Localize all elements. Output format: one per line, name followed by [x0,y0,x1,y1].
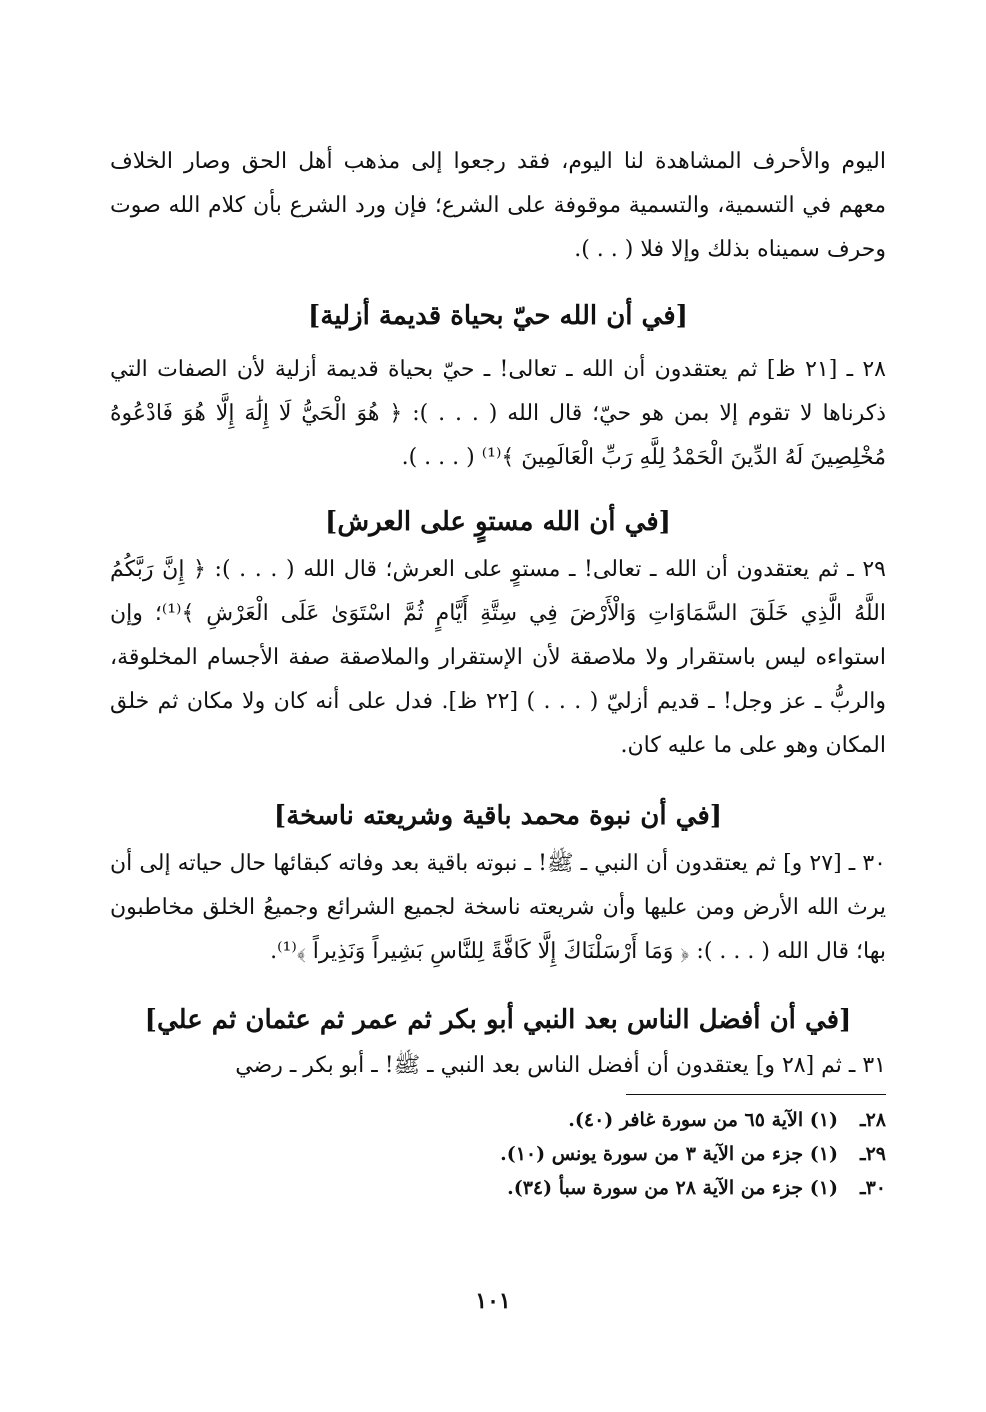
footnote-number: ٢٩ـ [860,1143,886,1165]
paragraph-31: ٣١ ـ ثم [٢٨ و] يعتقدون أن أفضل الناس بعد النبي ـ ﷺ! ـ أبو بكر ـ رضي [235,1053,886,1078]
footnote-item [110,1171,886,1205]
footnote-item [110,1103,886,1137]
paragraph-29: ٢٩ ـ ثم يعتقدون أن الله ـ تعالى! ـ مستوٍ على العرش؛ قال الله ( . . . ): ﴿ إِنَّ رَبَّكُمُ اللَّهُ الَّذِي خَلَقَ السَّمَاوَاتِ وَالْأَرْضَ فِي سِتَّةِ أَيَّامٍ ثُمَّ اسْتَوَىٰ عَلَى الْعَرْشِ ﴾⁽¹⁾؛ وإن استواءه ليس باستقرار ولا ملاصقة لأن الإستقرار والملاصقة صفة الأجسام المخلوقة، والربُّ ـ عز وجل! ـ قديم أزليّ ( . . . ) [٢٢ ظ]. فدل على أنه كان ولا مكان ثم خلق المكان وهو على ما عليه كان. [110,557,886,758]
footnote-number: ٣٠ـ [860,1177,886,1199]
section-heading-prophethood: [في أن نبوة محمد باقية وشريعته ناسخة] [273,801,723,831]
paragraph-intro: اليوم والأحرف المشاهدة لنا اليوم، فقد رجعوا إلى مذهب أهل الحق وصار الخلاف معهم في التسمية، والتسمية موقوفة على الشرع؛ فإن ورد الشرع بأن كلام الله صوت وحرف سميناه بذلك وإلا فلا ( . . ). [110,149,887,262]
paragraph-28: ٢٨ ـ [٢١ ظ] ثم يعتقدون أن الله ـ تعالى! ـ حيّ بحياة قديمة أزلية لأن الصفات التي ذكرناها لا تقوم إلا بمن هو حيّ؛ قال الله ( . . . ): ﴿ هُوَ الْحَيُّ لَا إِلَٰهَ إِلَّا هُوَ فَادْعُوهُ مُخْلِصِينَ لَهُ الدِّينَ الْحَمْدُ لِلَّهِ رَبِّ الْعَالَمِينَ ﴾⁽¹⁾ ( . . . ). [110,357,886,470]
section-heading-life: [في أن الله حيّ بحياة قديمة أزلية] [308,301,688,331]
page-number: ١٠١ [475,1288,511,1314]
section-heading-best-people: [في أن أفضل الناس بعد النبي أبو بكر ثم عمر ثم عثمان ثم علي] [144,1005,852,1035]
footnote-text: (١) جزء من الآية ٣ من سورة يونس (١٠). [500,1143,838,1165]
footnote-text: (١) الآية ٦٥ من سورة غافر (٤٠). [568,1109,838,1131]
footnote-number: ٢٨ـ [860,1109,886,1131]
footnote-item [110,1137,886,1171]
footnotes [110,1103,886,1205]
footnote-text: (١) جزء من الآية ٢٨ من سورة سبأ (٣٤). [507,1177,838,1199]
section-heading-throne: [في أن الله مستوٍ على العرش] [325,507,671,537]
page-content [110,140,886,1205]
footnote-divider [626,1094,886,1095]
paragraph-30: ٣٠ ـ [٢٧ و] ثم يعتقدون أن النبي ـ ﷺ! ـ نبوته باقية بعد وفاته كبقائها حال حياته إلى أن يرث الله الأرض ومن عليها وأن شريعته ناسخة لجميع الشرائع وجميعُ الخلق مخاطبون بها؛ قال الله ( . . . ): ﴿ وَمَا أَرْسَلْنَاكَ إِلَّا كَافَّةً لِلنَّاسِ بَشِيراً وَنَذِيراً ﴾⁽¹⁾. [110,851,886,964]
